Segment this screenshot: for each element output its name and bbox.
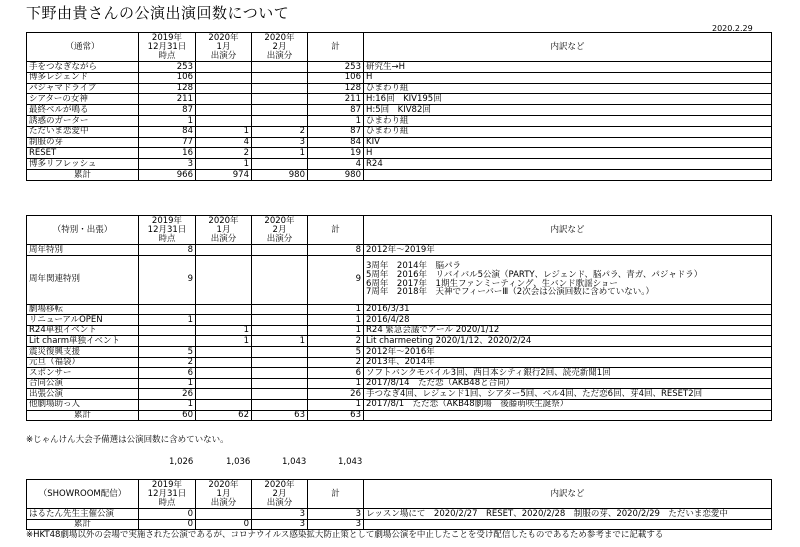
header-2020-jan: 2020年 1月 出演分: [196, 33, 252, 62]
cell-name: 博多リフレッシュ: [27, 159, 139, 170]
cell-v1: [196, 357, 252, 368]
header-2019: 2019年 12月31日 時点: [139, 480, 196, 509]
category-header: （SHOWROOM配信）: [27, 480, 139, 509]
cell-total: 106: [308, 72, 364, 83]
cell-v1: [196, 62, 252, 73]
table-row: [27, 83, 772, 94]
cell-v1: [196, 83, 252, 94]
table-row: [27, 325, 772, 336]
cell-name: 最終ベルが鳴る: [27, 105, 139, 116]
cell-detail: 2012年～2016年: [364, 346, 772, 357]
cell-detail: KIV: [364, 137, 772, 148]
cell-total: 3: [308, 519, 364, 530]
cell-name: 周年関連特別: [27, 255, 139, 304]
table-row: [27, 126, 772, 137]
cell-detail: [364, 410, 772, 421]
cell-name: 累計: [27, 519, 139, 530]
cell-name: ただいま恋愛中: [27, 126, 139, 137]
cell-v2019: 26: [139, 389, 196, 400]
cell-name: Lit charm単独イベント: [27, 336, 139, 347]
table-row: [27, 137, 772, 148]
table-row: [27, 368, 772, 379]
table-row: [27, 346, 772, 357]
cell-name: 合同公演: [27, 378, 139, 389]
cell-total: 1: [308, 378, 364, 389]
page-title: 下野由貴さんの公演出演回数について: [26, 4, 290, 22]
cell-v2: [252, 72, 308, 83]
header-2020-feb: 2020年 2月 出演分: [252, 216, 308, 245]
cell-name: R24単独イベント: [27, 325, 139, 336]
cell-v1: 974: [196, 169, 252, 180]
table-row: [27, 399, 772, 410]
cell-detail: 2013年、2014年: [364, 357, 772, 368]
cell-v1: 4: [196, 137, 252, 148]
cell-total: 87: [308, 126, 364, 137]
cell-v1: 1: [196, 159, 252, 170]
cell-total: 1: [308, 304, 364, 315]
cell-total: 2: [308, 357, 364, 368]
cell-total: 980: [308, 169, 364, 180]
table-row: [27, 115, 772, 126]
cell-detail: 2012年～2019年: [364, 245, 772, 256]
cell-v2019: 211: [139, 94, 196, 105]
cell-name: 手をつなぎながら: [27, 62, 139, 73]
table-row: [27, 304, 772, 315]
cell-v2: [252, 83, 308, 94]
cell-v2019: 5: [139, 346, 196, 357]
cell-detail: ひまわり組: [364, 115, 772, 126]
cell-v2019: 1: [139, 115, 196, 126]
cell-total: 87: [308, 105, 364, 116]
cell-detail: 2016/4/28: [364, 315, 772, 326]
cell-v2019: [139, 304, 196, 315]
cell-detail: ソフトバンクモバイル3回、西日本シティ銀行2回、読売新聞1回: [364, 368, 772, 379]
cell-v1: [196, 245, 252, 256]
cell-v2: [252, 325, 308, 336]
sum-row: [27, 410, 772, 421]
cell-detail: H: [364, 72, 772, 83]
janken-note: ※じゃんけん大会予備選は公演回数に含めていない。: [26, 435, 229, 445]
header-2020-jan: 2020年 1月 出演分: [196, 216, 252, 245]
table-row: [27, 62, 772, 73]
cell-total: 1: [308, 115, 364, 126]
cell-total: 63: [308, 410, 364, 421]
cell-detail: 研究生→H: [364, 62, 772, 73]
cell-total: 3: [308, 509, 364, 520]
cell-v2019: [139, 325, 196, 336]
table-row: [27, 389, 772, 400]
cell-v2019: 966: [139, 169, 196, 180]
cell-total: 26: [308, 389, 364, 400]
cell-v2019: 1: [139, 315, 196, 326]
cell-v1: [196, 105, 252, 116]
cell-detail: [364, 169, 772, 180]
special-performances-table: [26, 215, 772, 421]
cell-v2: [252, 357, 308, 368]
grand-total-2020-jan: 1,036: [226, 457, 251, 467]
table-row: [27, 105, 772, 116]
cell-v2: [252, 94, 308, 105]
header-2019: 2019年 12月31日 時点: [139, 216, 196, 245]
cell-total: 211: [308, 94, 364, 105]
cell-v1: [196, 509, 252, 520]
cell-v1: 62: [196, 410, 252, 421]
cell-v1: [196, 115, 252, 126]
cell-name: スポンサー: [27, 368, 139, 379]
cell-v2019: 16: [139, 148, 196, 159]
header-2019: 2019年 12月31日 時点: [139, 33, 196, 62]
cell-v1: 0: [196, 519, 252, 530]
cell-name: 誘惑のガーター: [27, 115, 139, 126]
cell-v1: [196, 94, 252, 105]
cell-v2: 3: [252, 137, 308, 148]
cell-detail: 2016/3/31: [364, 304, 772, 315]
cell-name: 震災復興支援: [27, 346, 139, 357]
cell-v1: 1: [196, 325, 252, 336]
cell-name: 出張公演: [27, 389, 139, 400]
cell-total: 4: [308, 159, 364, 170]
cell-detail: Lit charmeeting 2020/1/12、2020/2/24: [364, 336, 772, 347]
cell-detail: H:5回 KIV82回: [364, 105, 772, 116]
cell-name: 制服の芽: [27, 137, 139, 148]
cell-v2: [252, 399, 308, 410]
cell-v2: 1: [252, 336, 308, 347]
cell-v2: [252, 346, 308, 357]
cell-detail: 2017/8/1 ただ恋（AKB48劇場 後藤萌咲生誕祭）: [364, 399, 772, 410]
table-row: [27, 72, 772, 83]
cell-total: 128: [308, 83, 364, 94]
header-total: 計: [308, 216, 364, 245]
cell-name: 元旦（福袋）: [27, 357, 139, 368]
cell-name: 累計: [27, 410, 139, 421]
cell-v2: 1: [252, 148, 308, 159]
cell-v1: 2: [196, 148, 252, 159]
cell-v1: [196, 304, 252, 315]
cell-name: RESET: [27, 148, 139, 159]
cell-v2: [252, 304, 308, 315]
cell-total: 1: [308, 315, 364, 326]
cell-detail: ひまわり組: [364, 126, 772, 137]
cell-v2: 980: [252, 169, 308, 180]
cell-detail: レッスン場にて 2020/2/27 RESET、2020/2/28 制服の芽、2020/2/29 ただいま恋愛中: [364, 509, 772, 520]
cell-name: パジャマドライブ: [27, 83, 139, 94]
cell-total: 8: [308, 245, 364, 256]
cell-name: 累計: [27, 169, 139, 180]
showroom-table: [26, 479, 772, 530]
header-detail: 内訳など: [364, 480, 772, 509]
cell-v2019: 60: [139, 410, 196, 421]
grand-total-2019: 1,026: [169, 457, 194, 467]
cell-name: シアターの女神: [27, 94, 139, 105]
cell-detail: 3周年 2014年 脳パラ 5周年 2016年 リバイバル5公演（PARTY、レジェンド、脳パラ、青ガ、パジャドラ） 6周年 2017年 1期生ファンミーティング、生バンド歌謡ショー 7周年 2018年 天神でフィーバーⅢ（2次会は公演回数に含めていない。）: [364, 255, 772, 304]
cell-detail: R24 緊急会議でアール 2020/1/12: [364, 325, 772, 336]
table-row: [27, 94, 772, 105]
table-row: [27, 159, 772, 170]
header-detail: 内訳など: [364, 33, 772, 62]
cell-v2019: 106: [139, 72, 196, 83]
showroom-note: ※HKT48劇場以外の会場で実施された公演であるが、コロナウイルス感染拡大防止策として劇場公演を中止したことを受け配信したものであるため参考までに記載する: [26, 530, 664, 540]
cell-v2: [252, 315, 308, 326]
cell-total: 2: [308, 336, 364, 347]
cell-v2: [252, 105, 308, 116]
table-row: [27, 245, 772, 256]
cell-v2: [252, 378, 308, 389]
cell-v1: [196, 378, 252, 389]
cell-v2: 63: [252, 410, 308, 421]
cell-name: 博多レジェンド: [27, 72, 139, 83]
table-row: [27, 148, 772, 159]
cell-total: 9: [308, 255, 364, 304]
cell-v2: 3: [252, 519, 308, 530]
cell-name: 他劇場助っ人: [27, 399, 139, 410]
cell-v2: [252, 62, 308, 73]
regular-performances-table: [26, 32, 772, 181]
category-header: （特別・出張）: [27, 216, 139, 245]
cell-v2019: [139, 336, 196, 347]
cell-v1: [196, 346, 252, 357]
cell-v2019: 87: [139, 105, 196, 116]
cell-detail: 手つなぎ4回、レジェンド1回、シアター5回、ベル4回、ただ恋6回、芽4回、RESET2回: [364, 389, 772, 400]
cell-v2: [252, 389, 308, 400]
cell-name: リニューアルOPEN: [27, 315, 139, 326]
document-date: 2020.2.29: [712, 24, 753, 33]
cell-v1: [196, 389, 252, 400]
cell-detail: R24: [364, 159, 772, 170]
cell-v2: [252, 115, 308, 126]
table-row: [27, 315, 772, 326]
cell-v2019: 1: [139, 399, 196, 410]
header-total: 計: [308, 33, 364, 62]
table-row: [27, 378, 772, 389]
cell-v2019: 128: [139, 83, 196, 94]
cell-v2: 2: [252, 126, 308, 137]
cell-v1: [196, 72, 252, 83]
table-row: [27, 255, 772, 304]
cell-v2019: 1: [139, 378, 196, 389]
cell-total: 84: [308, 137, 364, 148]
table-row: [27, 509, 772, 520]
category-header: （通常）: [27, 33, 139, 62]
table-row: [27, 357, 772, 368]
cell-name: はるたん先生主催公演: [27, 509, 139, 520]
header-total: 計: [308, 480, 364, 509]
grand-total-sum: 1,043: [338, 457, 363, 467]
cell-v2019: 9: [139, 255, 196, 304]
cell-total: 6: [308, 368, 364, 379]
cell-v2019: 77: [139, 137, 196, 148]
cell-v2019: 0: [139, 509, 196, 520]
header-detail: 内訳など: [364, 216, 772, 245]
sum-row: [27, 169, 772, 180]
cell-v2019: 84: [139, 126, 196, 137]
cell-v1: 1: [196, 126, 252, 137]
cell-total: 1: [308, 399, 364, 410]
cell-v2: [252, 368, 308, 379]
cell-v1: [196, 399, 252, 410]
cell-detail: H:16回 KIV195回: [364, 94, 772, 105]
cell-v2019: 253: [139, 62, 196, 73]
grand-total-2020-feb: 1,043: [282, 457, 307, 467]
cell-name: 劇場移転: [27, 304, 139, 315]
header-2020-jan: 2020年 1月 出演分: [196, 480, 252, 509]
cell-detail: H: [364, 148, 772, 159]
cell-total: 5: [308, 346, 364, 357]
cell-v2019: 2: [139, 357, 196, 368]
cell-v2: [252, 255, 308, 304]
cell-detail: ひまわり組: [364, 83, 772, 94]
cell-v2019: 8: [139, 245, 196, 256]
cell-v2019: 6: [139, 368, 196, 379]
header-2020-feb: 2020年 2月 出演分: [252, 33, 308, 62]
cell-v2: [252, 159, 308, 170]
cell-v2019: 0: [139, 519, 196, 530]
cell-v2: [252, 245, 308, 256]
header-2020-feb: 2020年 2月 出演分: [252, 480, 308, 509]
cell-v1: 1: [196, 336, 252, 347]
cell-v1: [196, 315, 252, 326]
cell-detail: 2017/8/14 ただ恋（AKB48と合同）: [364, 378, 772, 389]
cell-v2019: 3: [139, 159, 196, 170]
table-row: [27, 336, 772, 347]
cell-name: 周年特別: [27, 245, 139, 256]
cell-v1: [196, 255, 252, 304]
cell-v2: 3: [252, 509, 308, 520]
cell-total: 19: [308, 148, 364, 159]
cell-total: 253: [308, 62, 364, 73]
cell-total: 1: [308, 325, 364, 336]
cell-v1: [196, 368, 252, 379]
